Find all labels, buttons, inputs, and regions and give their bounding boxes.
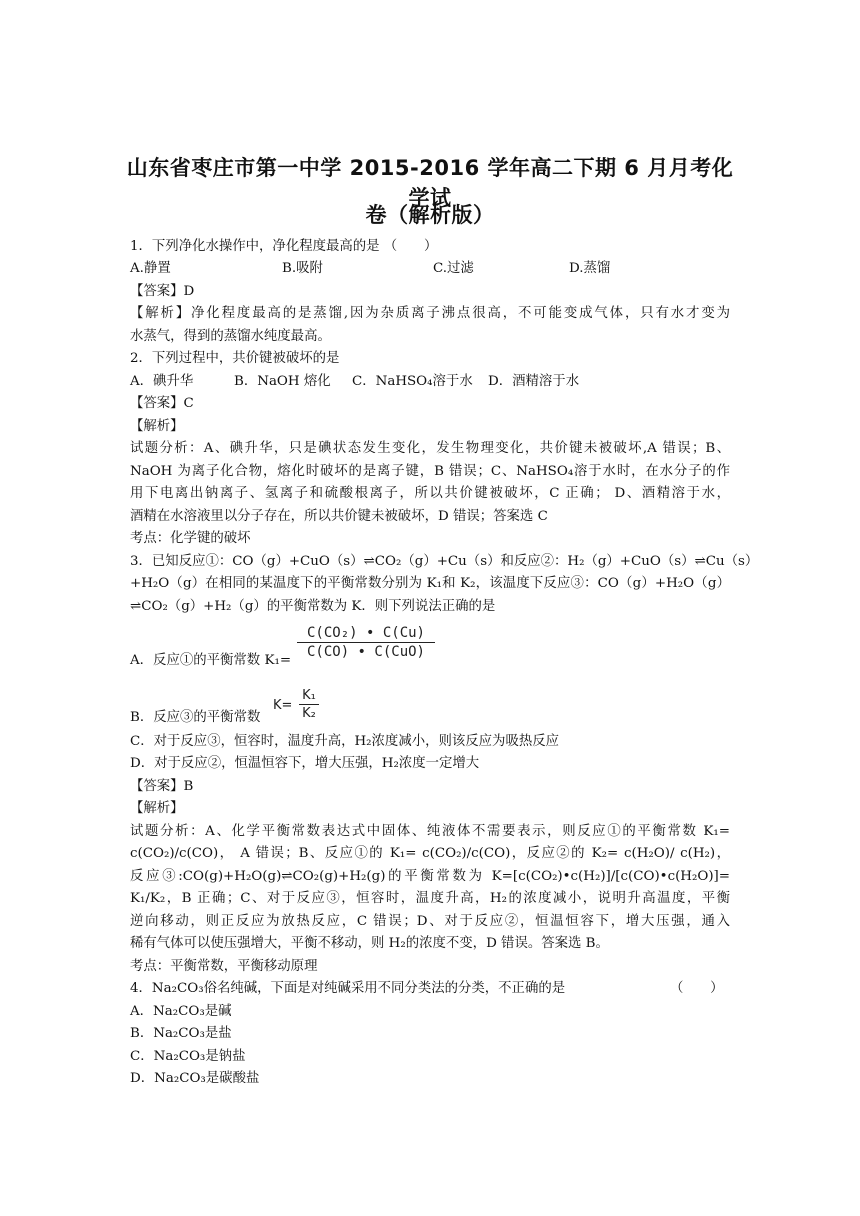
fraction-bar [299, 704, 319, 705]
q1-answer: 【答案】D [130, 284, 195, 299]
q3-stem-line-1: 3．已知反应①：CO（g）+CuO（s）⇌CO₂（g）+Cu（s）和反应②：H₂（g）+CuO（s）⇌Cu（s） [130, 554, 759, 569]
q3-analysis-label: 【解析】 [130, 801, 184, 816]
q3-analysis-line-4: K₁/K₂，B 正确；C、对于反应③，恒容时，温度升高，H₂的浓度减小，说明升高温度，平衡 [130, 891, 730, 906]
q4-paren: （ ） [670, 981, 724, 996]
q3-option-a-denominator: C(CO) • C(CuO) [306, 644, 425, 660]
q4-option-a: A．Na₂CO₃是碱 [130, 1004, 232, 1019]
q2-kaodian: 考点：化学键的破坏 [130, 531, 251, 546]
q4-stem: 4．Na₂CO₃俗名纯碱，下面是对纯碱采用不同分类法的分类，不正确的是 [130, 981, 566, 996]
q3-stem-line-2: +H₂O（g）在相同的某温度下的平衡常数分别为 K₁和 K₂，该温度下反应③：CO（g）+H₂O（g） [130, 576, 730, 591]
q3-option-b-denominator: K₂ [302, 706, 316, 721]
q1-option-a: A.静置 [130, 261, 171, 276]
q2-analysis-line-1: 试题分析：A、碘升华，只是碘状态发生变化，发生物理变化，共价键未被破坏,A 错误；B、 [130, 441, 730, 456]
q3-option-b-numerator: K₁ [302, 688, 316, 703]
q3-analysis-line-6: 稀有气体可以使压强增大，平衡不移动，则 H₂的浓度不变，D 错误。答案选 B。 [130, 936, 609, 951]
q3-option-d: D．对于反应②，恒温恒容下，增大压强，H₂浓度一定增大 [130, 756, 480, 771]
fraction-bar [297, 642, 435, 643]
q3-analysis-line-1: 试题分析：A、化学平衡常数表达式中固体、纯液体不需要表示，则反应①的平衡常数 K₁= [130, 824, 730, 839]
q3-analysis-line-5: 逆向移动，则正反应为放热反应，C 错误；D、对于反应②，恒温恒容下，增大压强，通入 [130, 914, 730, 929]
q3-option-a-numerator: C(CO₂) • C(Cu) [306, 625, 425, 641]
q2-analysis-line-3: 用下电离出钠离子、氢离子和硫酸根离子，所以共价键被破坏，C 正确； D、酒精溶于水， [130, 486, 730, 501]
q2-stem: 2．下列过程中，共价键被破坏的是 [130, 351, 340, 366]
q3-analysis-line-2: c(CO₂)/c(CO)， A 错误；B、反应①的 K₁= c(CO₂)/c(CO)，反应②的 K₂= c(H₂O)/ c(H₂)， [130, 846, 730, 861]
q4-stem-row [130, 978, 730, 1000]
q2-answer: 【答案】C [130, 396, 194, 411]
q2-option-a: A．碘升华 [130, 374, 194, 389]
q2-analysis-line-2: NaOH 为离子化合物，熔化时破坏的是离子键，B 错误；C、NaHSO₄溶于水时，在水分子的作 [130, 464, 730, 479]
q1-stem: 1．下列净化水操作中，净化程度最高的是 （ ） [130, 239, 438, 254]
q1-analysis-line-1: 【解析】净化程度最高的是蒸馏,因为杂质离子沸点很高，不可能变成气体，只有水才变为 [130, 306, 730, 321]
q3-option-c: C．对于反应③，恒容时，温度升高，H₂浓度减小，则该反应为吸热反应 [130, 734, 560, 749]
q1-option-b: B.吸附 [282, 261, 323, 276]
q3-option-b: B．反应③的平衡常数 [130, 710, 261, 725]
q1-option-c: C.过滤 [433, 261, 474, 276]
q3-analysis-line-3: 反应③:CO(g)+H₂O(g)⇌CO₂(g)+H₂(g)的平衡常数为 K=[c(CO₂)•c(H₂)]/[c(CO)•c(H₂O)]= [130, 869, 730, 884]
q2-analysis-line-4: 酒精在水溶液里以分子存在，所以共价键未被破坏，D 错误；答案选 C [130, 509, 548, 524]
q3-answer: 【答案】B [130, 779, 194, 794]
q3-option-b-lhs: K= [273, 698, 293, 713]
q2-option-d: D．酒精溶于水 [488, 374, 580, 389]
q2-option-c: C．NaHSO₄溶于水 [352, 374, 473, 389]
q3-kaodian: 考点：平衡常数，平衡移动原理 [130, 959, 318, 974]
q4-option-c: C．Na₂CO₃是钠盐 [130, 1049, 246, 1064]
document-title-line-1: 山东省枣庄市第一中学 2015-2016 学年高二下期 6 月月考化学试 [126, 156, 734, 210]
q1-option-d: D.蒸馏 [569, 261, 611, 276]
q2-option-b: B．NaOH 熔化 [234, 374, 331, 389]
q3-stem-line-3: ⇌CO₂（g）+H₂（g）的平衡常数为 K．则下列说法正确的是 [130, 599, 496, 614]
q2-analysis-label: 【解析】 [130, 419, 184, 434]
document-title-line-2: 卷（解析版） [365, 203, 495, 227]
q1-analysis-line-2: 水蒸气，得到的蒸馏水纯度最高。 [130, 329, 331, 344]
q3-option-a: A．反应①的平衡常数 K₁= [130, 653, 292, 668]
q4-option-d: D．Na₂CO₃是碳酸盐 [130, 1071, 260, 1086]
q4-option-b: B．Na₂CO₃是盐 [130, 1026, 232, 1041]
